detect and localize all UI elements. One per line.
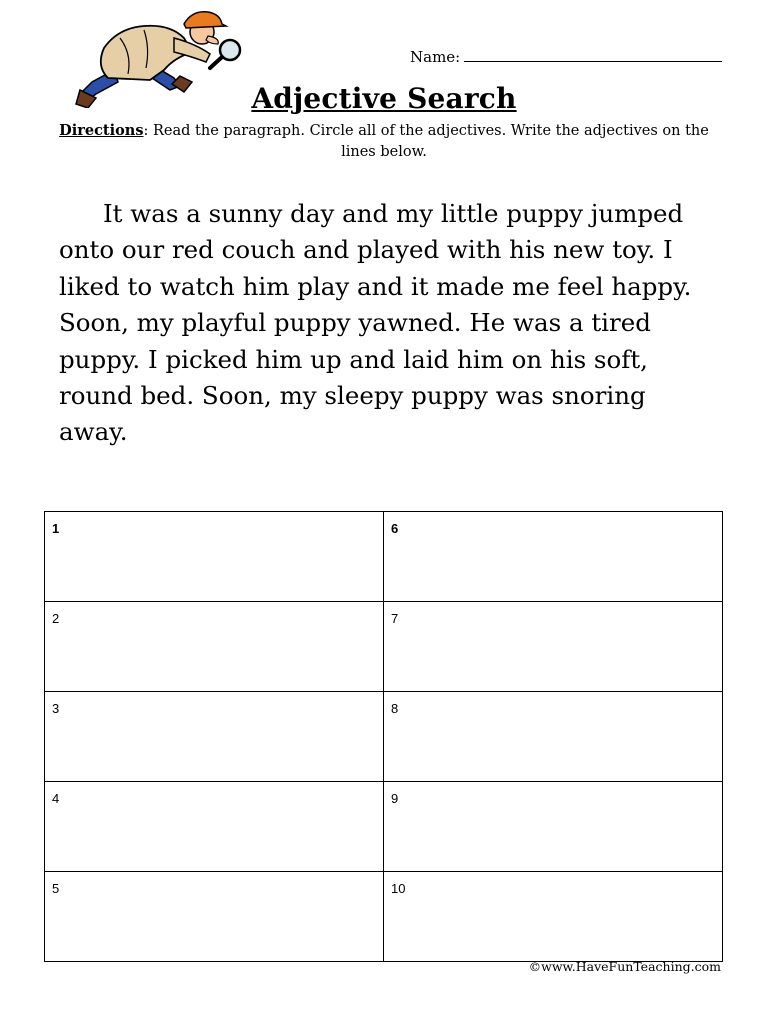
- answer-row: [45, 872, 723, 962]
- directions: [48, 120, 720, 163]
- answer-number: 4: [52, 791, 60, 806]
- answer-number: 2: [52, 611, 60, 626]
- answer-number: 8: [391, 701, 399, 716]
- reading-paragraph: It was a sunny day and my little puppy jumped onto our red couch and played with his new toy. I liked to watch him play and it made me feel happy. Soon, my playful puppy yawned. He was a tired puppy. I picked him up and laid him on his soft, round bed. Soon, my sleepy puppy was snoring away.: [59, 199, 692, 447]
- answer-number: 3: [52, 701, 60, 716]
- answer-cell[interactable]: [45, 692, 384, 782]
- name-label: Name:: [410, 48, 461, 66]
- answer-row: [45, 692, 723, 782]
- page-title: Adjective Search: [251, 82, 517, 115]
- answer-number: 7: [391, 611, 399, 626]
- answer-cell[interactable]: [45, 872, 384, 962]
- answer-cell[interactable]: [384, 692, 723, 782]
- answer-row: [45, 602, 723, 692]
- answer-number: 5: [52, 881, 60, 896]
- name-field: [410, 47, 725, 69]
- answer-row: [45, 512, 723, 602]
- answer-cell[interactable]: [45, 782, 384, 872]
- copyright-footer: ©www.HaveFunTeaching.com: [528, 959, 721, 974]
- name-line[interactable]: [464, 47, 722, 62]
- answer-cell[interactable]: [384, 872, 723, 962]
- answer-number: 1: [52, 521, 60, 536]
- answer-grid: [44, 511, 723, 962]
- answer-cell[interactable]: [45, 602, 384, 692]
- answer-cell[interactable]: [384, 512, 723, 602]
- answer-number: 9: [391, 791, 399, 806]
- answer-number: 6: [391, 521, 399, 536]
- answer-cell[interactable]: [45, 512, 384, 602]
- answer-cell[interactable]: [384, 602, 723, 692]
- answer-row: [45, 782, 723, 872]
- directions-label: Directions: [59, 122, 144, 139]
- answer-cell[interactable]: [384, 782, 723, 872]
- directions-text: : Read the paragraph. Circle all of the adjectives. Write the adjectives on the lines below.: [143, 123, 709, 160]
- answer-number: 10: [391, 881, 406, 896]
